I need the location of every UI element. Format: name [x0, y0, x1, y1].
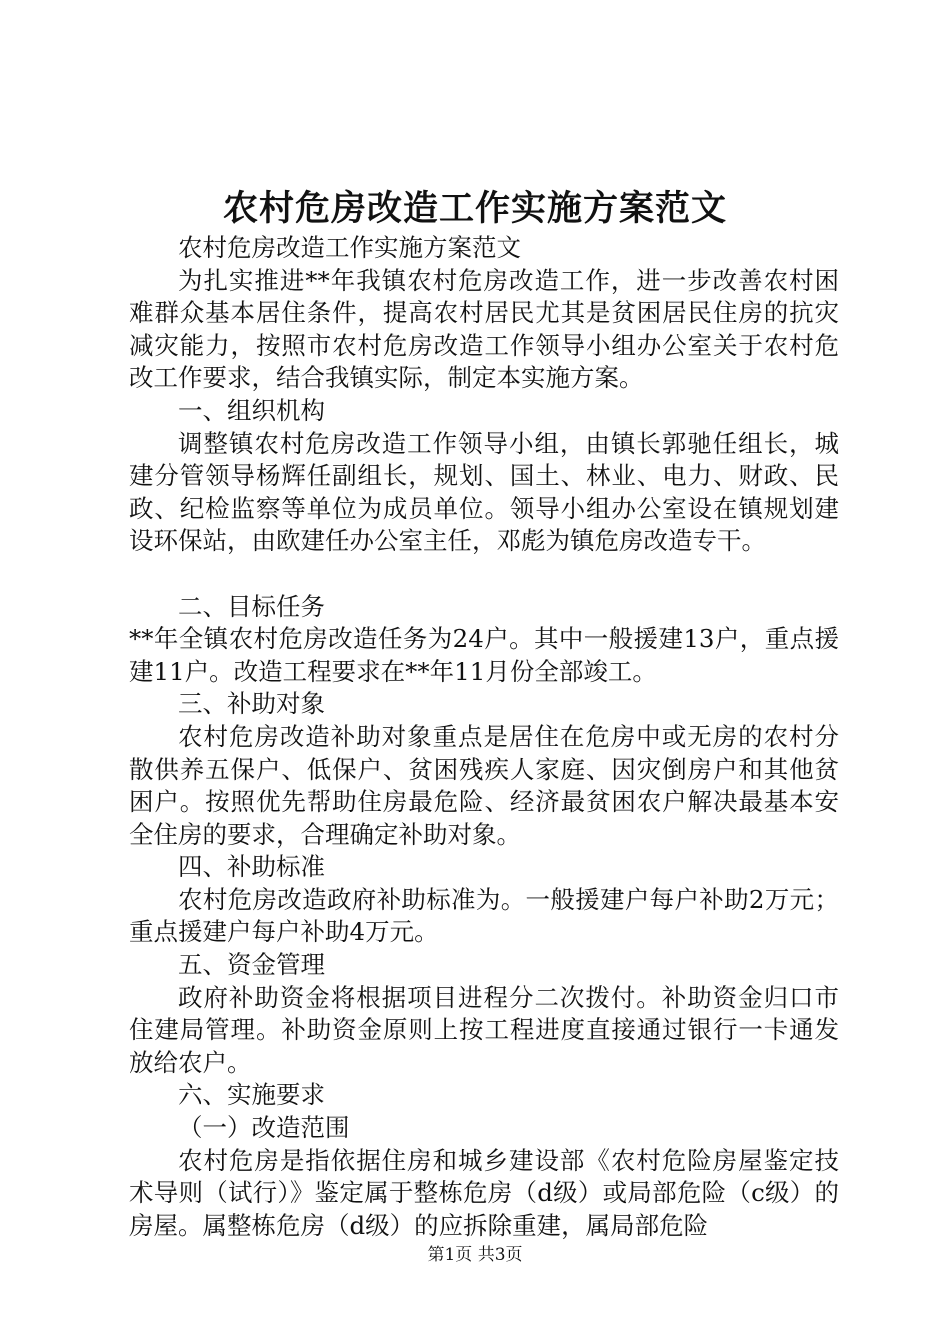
page-indicator: 第1页 共3页 [427, 1245, 523, 1265]
paragraph-heading-repeat: 农村危房改造工作实施方案范文 [178, 233, 521, 262]
section-heading-organization: 一、组织机构 [178, 395, 325, 425]
section-heading-subsidy-standard: 四、补助标准 [178, 852, 325, 882]
section-heading-requirements: 六、实施要求 [178, 1080, 325, 1110]
section-heading-targets: 二、目标任务 [178, 591, 325, 621]
paragraph-scope: 农村危房是指依据住房和城乡建设部《农村危险房屋鉴定技术导则（试行）》鉴定属于整栋危房（d级）或局部危险（c级）的房屋。属整栋危房（d级）的应拆除重建，属局部危险 [129, 1145, 839, 1240]
paragraph-targets: **年全镇农村危房改造任务为24户。其中一般援建13户，重点援建11户。改造工程要求在**年11月份全部竣工。 [129, 624, 839, 686]
document-title: 农村危房改造工作实施方案范文 [222, 188, 727, 229]
paragraph-subsidy-standard: 农村危房改造政府补助标准为。一般援建户每户补助2万元；重点援建户每户补助4万元。 [129, 884, 839, 947]
paragraph-intro: 为扎实推进**年我镇农村危房改造工作，进一步改善农村困难群众基本居住条件，提高农村居民尤其是贫困居民住房的抗灾减灾能力，按照市农村危房改造工作领导小组办公室关于农村危改工作要求，结合我镇实际，制定本实施方案。 [129, 265, 839, 393]
section-heading-fund-management: 五、资金管理 [178, 950, 325, 980]
section-heading-subsidy-recipients: 三、补助对象 [178, 689, 325, 719]
document-body [129, 232, 839, 1242]
paragraph-organization: 调整镇农村危房改造工作领导小组，由镇长郭驰任组长，城建分管领导杨辉任副组长，规划、国土、林业、电力、财政、民政、纪检监察等单位为成员单位。领导小组办公室设在镇规划建设环保站，由欧建任办公室主任，邓彪为镇危房改造专干。 [129, 428, 839, 556]
paragraph-subsidy-recipients: 农村危房改造补助对象重点是居住在危房中或无房的农村分散供养五保户、低保户、贫困残疾人家庭、因灾倒房户和其他贫困户。按照优先帮助住房最危险、经济最贫困农户解决最基本安全住房的要求，合理确定补助对象。 [129, 721, 839, 849]
paragraph-fund-management: 政府补助资金将根据项目进程分二次拨付。补助资金归口市住建局管理。补助资金原则上按工程进度直接通过银行一卡通发放给农户。 [129, 982, 839, 1077]
subsection-heading-scope: （一）改造范围 [178, 1113, 350, 1143]
